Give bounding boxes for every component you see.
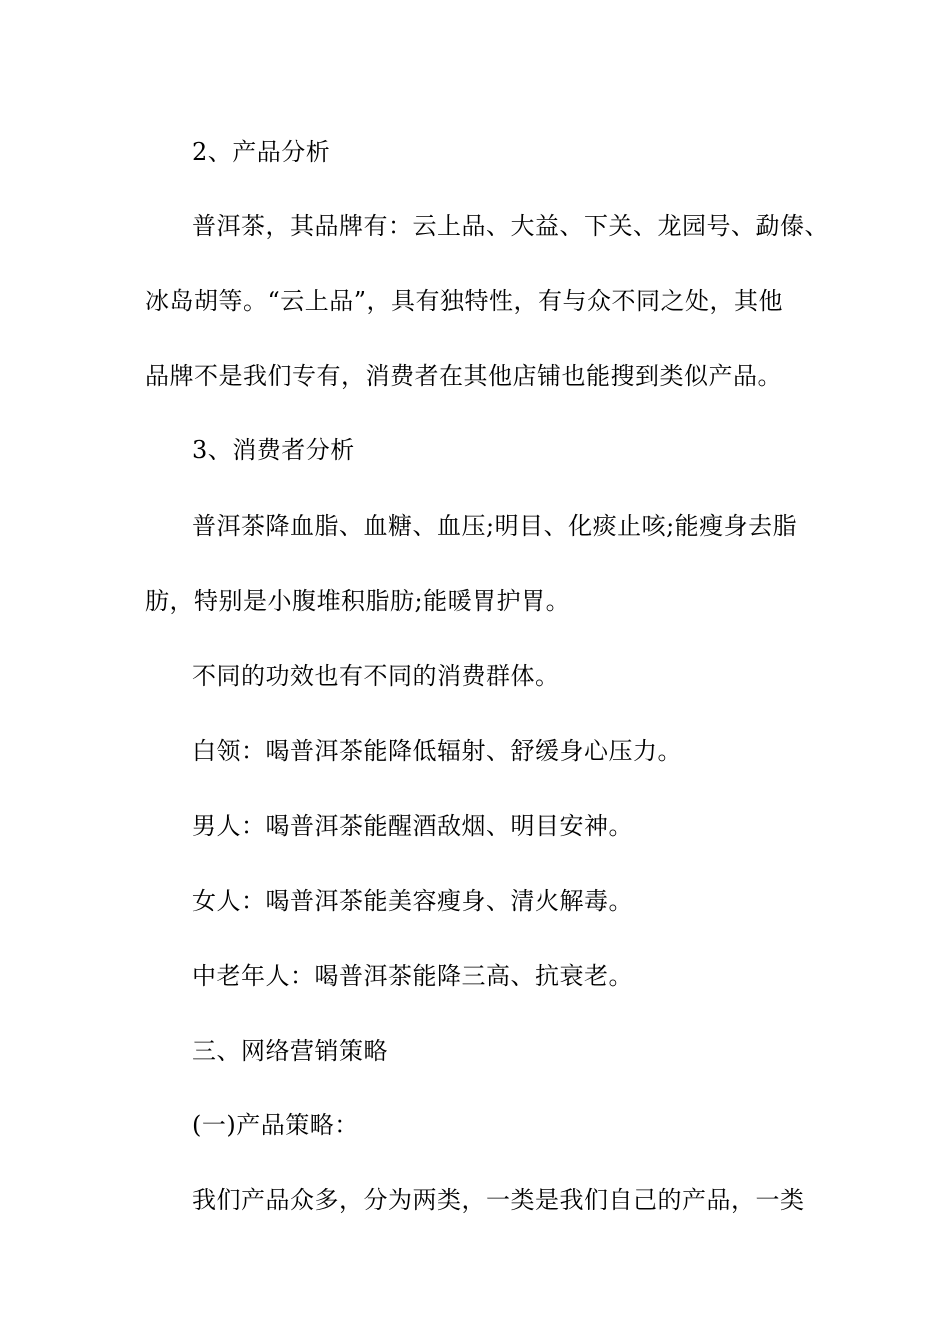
paragraph-line: 普洱茶降血脂、血糖、血压;明目、化痰止咳;能瘦身去脂 (192, 512, 798, 540)
paragraph-line: 肪，特别是小腹堆积脂肪;能暖胃护胃。 (145, 587, 571, 615)
paragraph-line: 中老年人：喝普洱茶能降三高、抗衰老。 (192, 962, 633, 990)
subheading-product-strategy: (一)产品策略： (192, 1111, 359, 1139)
paragraph-line: 我们产品众多，分为两类，一类是我们自己的产品，一类 (192, 1186, 805, 1214)
paragraph-line: 冰岛胡等。“云上品”，具有独特性，有与众不同之处，其他 (145, 287, 784, 315)
paragraph-line: 品牌不是我们专有，消费者在其他店铺也能搜到类似产品。 (145, 362, 782, 390)
heading-consumer-analysis: 3、消费者分析 (192, 436, 355, 464)
paragraph-line: 普洱茶，其品牌有：云上品、大益、下关、龙园号、勐傣、 (192, 212, 829, 240)
paragraph-line: 白领：喝普洱茶能降低辐射、舒缓身心压力。 (192, 737, 682, 765)
heading-product-analysis: 2、产品分析 (192, 138, 331, 166)
paragraph-line: 男人：喝普洱茶能醒酒敌烟、明目安神。 (192, 812, 633, 840)
paragraph-line: 女人：喝普洱茶能美容瘦身、清火解毒。 (192, 887, 633, 915)
heading-network-marketing-strategy: 三、网络营销策略 (192, 1037, 388, 1065)
paragraph-line: 不同的功效也有不同的消费群体。 (192, 662, 560, 690)
